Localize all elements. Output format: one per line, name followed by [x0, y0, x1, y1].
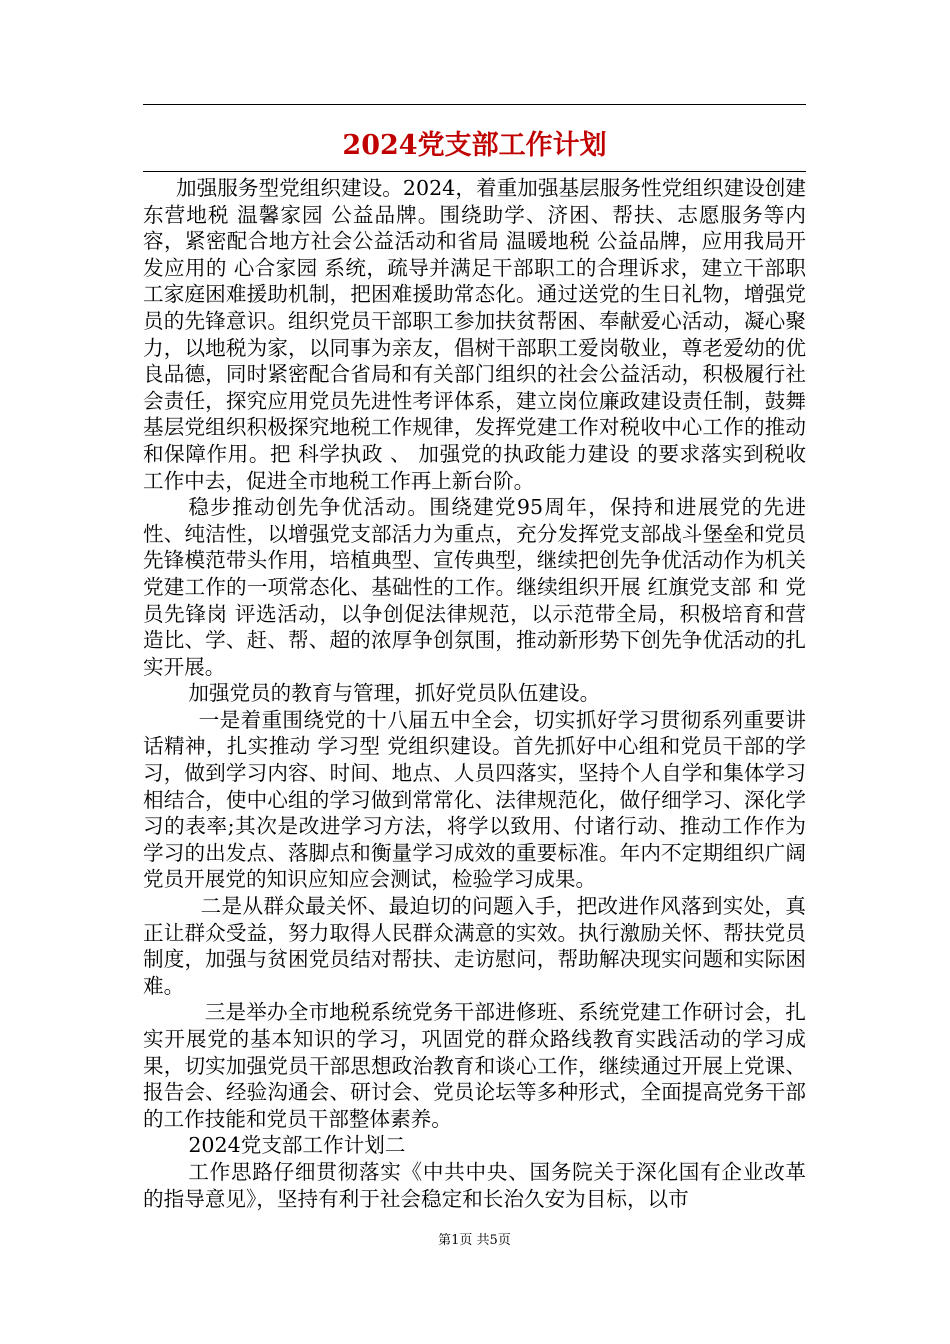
title-underline	[143, 171, 806, 172]
header-rule	[143, 104, 806, 105]
paragraph-point-one: 一是着重围绕党的十八届五中全会，切实抓好学习贯彻系列重要讲话精神，扎实推动 学习型 党组织建设。首先抓好中心组和党员干部的学习，做到学习内容、时间、地点、人员四落实，坚持个人自学和集体学习相结合，使中心组的学习做到常常化、法律规范化，做仔细学习、深化学习的表率;其次是改进学习方法，将学以致用、付诸行动、推动工作作为学习的出发点、落脚点和衡量学习成效的重要标准。年内不定期组织广阔党员开展党的知识应知应会测试，检验学习成果。	[143, 707, 806, 892]
paragraph-point-three: 三是举办全市地税系统党务干部进修班、系统党建工作研讨会，扎实开展党的基本知识的学习，巩固党的群众路线教育实践活动的学习成果，切实加强党员干部思想政治教育和谈心工作，继续通过开展上党课、报告会、经验沟通会、研讨会、党员论坛等多种形式，全面提高党务干部的工作技能和党员干部整体素养。	[143, 1000, 806, 1131]
paragraph-service-party-organization: 加强服务型党组织建设。2024，着重加强基层服务性党组织建设创建东营地税 温馨家园 公益品牌。围绕助学、济困、帮扶、志愿服务等内容，紧密配合地方社会公益活动和省局 温暖地税 公益品牌，应用我局开发应用的 心合家园 系统，疏导并满足干部职工的合理诉求，建立干部职工家庭困难援助机制，把困难援助常态化。通过送党的生日礼物，增强党员的先锋意识。组织党员干部职工参加扶贫帮困、奉献爱心活动，凝心聚力，以地税为家，以同事为亲友，倡树干部职工爱岗敬业，尊老爱幼的优良品德，同时紧密配合省局和有关部门组织的社会公益活动，积极履行社会责任，探究应用党员先进性考评体系，建立岗位廉政建设责任制，鼓舞基层党组织积极探究地税工作规律，发挥党建工作对税收中心工作的推动和保障作用。把 科学执政 、 加强党的执政能力建设 的要求落实到税收工作中去，促进全市地税工作再上新台阶。	[143, 176, 806, 493]
page-number-footer: 第1页 共5页	[438, 1233, 511, 1248]
paragraph-point-two: 二是从群众最关怀、最迫切的问题入手，把改进作风落到实处，真正让群众受益，努力取得人民群众满意的实效。执行激励关怀、帮扶党员制度，加强与贫困党员结对帮扶、走访慰问，帮助解决现实问题和实际困难。	[143, 894, 806, 998]
paragraph-member-education-heading: 加强党员的教育与管理，抓好党员队伍建设。	[188, 681, 601, 706]
section-heading-plan-two: 2024党支部工作计划二	[188, 1133, 406, 1158]
paragraph-work-approach: 工作思路仔细贯彻落实《中共中央、国务院关于深化国有企业改革的指导意见》，坚持有利于社会稳定和长治久安为目标，以市	[143, 1159, 806, 1211]
document-body	[143, 175, 806, 1212]
document-title: 2024党支部工作计划	[342, 130, 607, 161]
paragraph-excellence-activities: 稳步推动创先争优活动。围绕建党95周年，保持和进展党的先进性、纯洁性，以增强党支部活力为重点，充分发挥党支部战斗堡垒和党员先锋模范带头作用，培植典型、宣传典型，继续把创先争优活动作为机关党建工作的一项常态化、基础性的工作。继续组织开展 红旗党支部 和 党员先锋岗 评选活动，以争创促法律规范，以示范带全局，积极培育和营造比、学、赶、帮、超的浓厚争创氛围，推动新形势下创先争优活动的扎实开展。	[143, 495, 806, 679]
